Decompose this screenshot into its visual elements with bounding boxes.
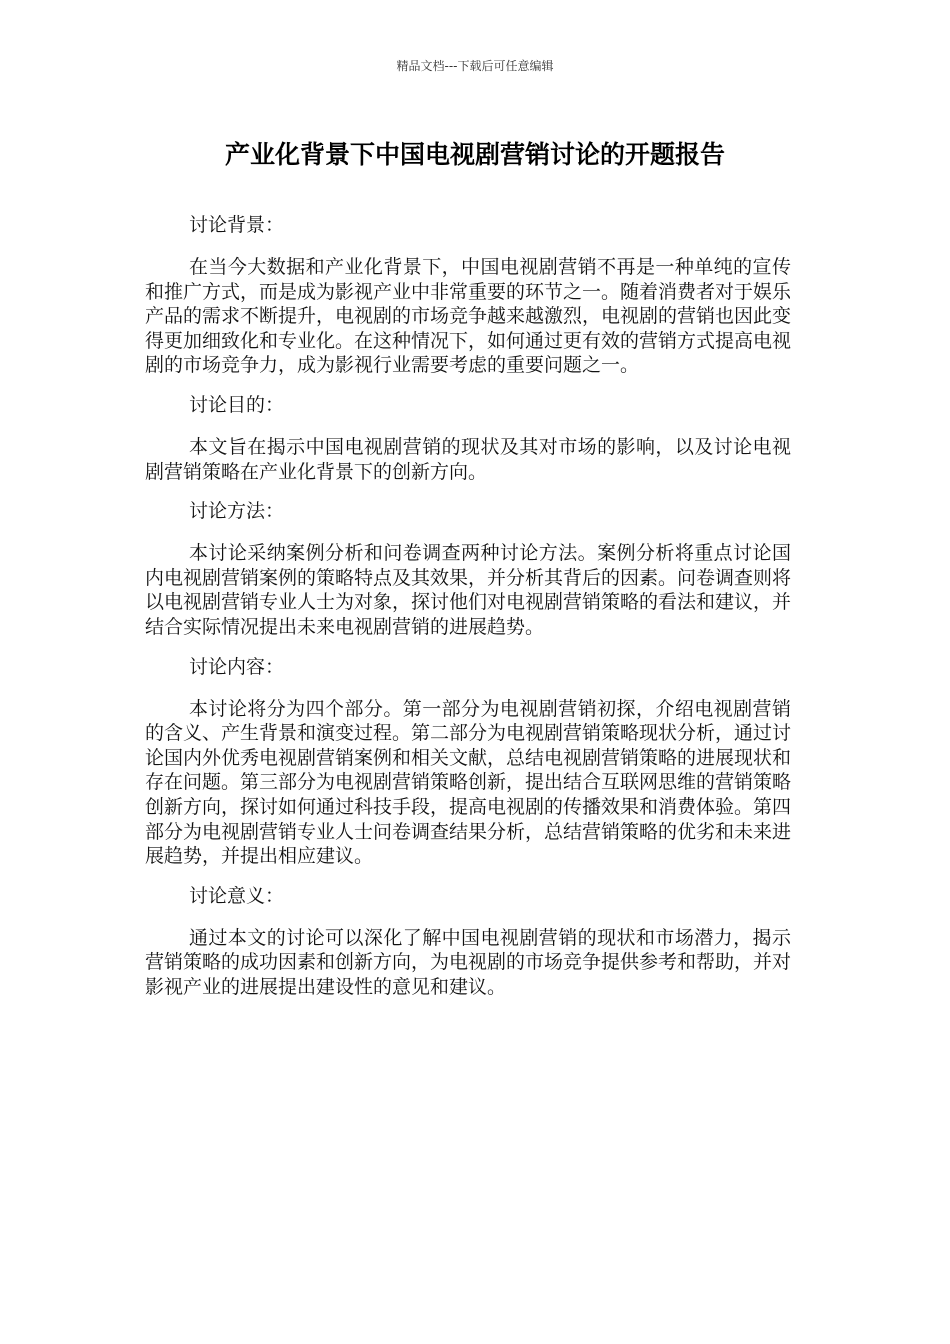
- header-note: 精品文档---下载后可任意编辑: [396, 59, 554, 73]
- section-heading-background: 讨论背景：: [189, 214, 285, 236]
- section-body-purpose: 本文旨在揭示中国电视剧营销的现状及其对市场的影响，以及讨论电视剧营销策略在产业化背景下的创新方向。: [145, 435, 791, 483]
- document-title: 产业化背景下中国电视剧营销讨论的开题报告: [224, 140, 725, 169]
- section-heading-content: 讨论内容：: [189, 655, 285, 678]
- section-heading-method: 讨论方法：: [189, 500, 285, 523]
- section-heading-purpose: 讨论目的：: [189, 393, 285, 416]
- section-body-content: 本讨论将分为四个部分。第一部分为电视剧营销初探，介绍电视剧营销的含义、产生背景和演变过程。第二部分为电视剧营销策略现状分析，通过讨论国内外优秀电视剧营销案例和相关文献，总结电视剧营销策略的进展现状和存在问题。第三部分为电视剧营销策略创新，提出结合互联网思维的营销策略创新方向，探讨如何通过科技手段，提高电视剧的传播效果和消费体验。第四部分为电视剧营销专业人士问卷调查结果分析，总结营销策略的优劣和未来进展趋势，并提出相应建议。: [145, 697, 792, 868]
- document-body: [145, 212, 791, 1013]
- section-body-significance: 通过本文的讨论可以深化了解中国电视剧营销的现状和市场潜力，揭示营销策略的成功因素和创新方向，为电视剧的市场竞争提供参考和帮助，并对影视产业的进展提出建设性的意见和建议。: [145, 926, 792, 998]
- section-body-method: 本讨论采纳案例分析和问卷调查两种讨论方法。案例分析将重点讨论国内电视剧营销案例的策略特点及其效果，并分析其背后的因素。问卷调查则将以电视剧营销专业人士为对象，探讨他们对电视剧营销策略的看法和建议，并结合实际情况提出未来电视剧营销的进展趋势。: [145, 542, 792, 638]
- section-body-background: 在当今大数据和产业化背景下，中国电视剧营销不再是一种单纯的宣传和推广方式，而是成为影视产业中非常重要的环节之一。随着消费者对于娱乐产品的需求不断提升，电视剧的市场竞争越来越激烈，电视剧的营销也因此变得更加细致化和专业化。在这种情况下，如何通过更有效的营销方式提高电视剧的市场竞争力，成为影视行业需要考虑的重要问题之一。: [145, 256, 792, 377]
- section-heading-significance: 讨论意义：: [189, 884, 285, 907]
